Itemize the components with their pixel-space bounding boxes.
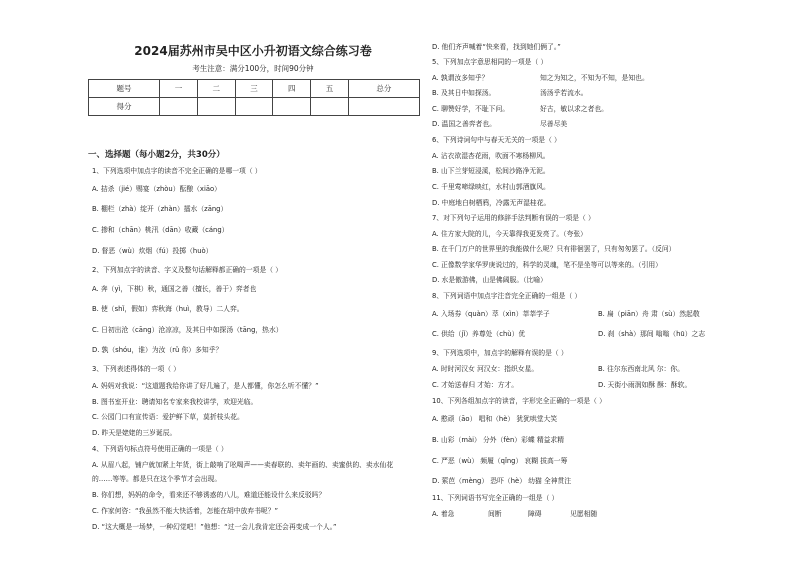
option-pair-text: 知之为知之，不知为不知，是知也。 xyxy=(540,74,649,82)
option-line: D. 萦芭（mèng） 恐吓（hè） 幼猫 全神贯注 xyxy=(432,477,572,485)
score-cell xyxy=(160,98,198,116)
section-heading: 一、选择题（每小题2分，共30分） xyxy=(88,150,225,160)
option-line: A. 孰谓汝多知乎？ xyxy=(432,74,489,82)
option-line: D. “这大概是一场梦，一种幻觉吧！”他想：“过一会儿我肯定还会再变成一个人。” xyxy=(92,523,337,531)
option-line: D. 水是傲游佛，山是佛阔服。（比喻） xyxy=(432,276,547,284)
option-line: A. 拮杀（jié）赐宴（zhòu）酝酿（xiāo） xyxy=(92,185,221,193)
option-line: C. 供给（jǐ）养尊处（chù）优 xyxy=(432,330,526,338)
option-line: B. 山彩（mài） 分外（fèn）彩蝶 精益求精 xyxy=(432,436,565,444)
option-line: A. 着急 xyxy=(432,510,455,518)
score-header-cell: 一 xyxy=(160,80,198,98)
option-line: D. 督恶（wù）炊烟（fú）投掷（huò） xyxy=(92,247,213,255)
option-line: C. 作家何咨：“我虽然不能大快活着，怎能在胡中放弃书呢？” xyxy=(92,507,279,515)
score-cell xyxy=(311,98,349,116)
score-header-cell: 五 xyxy=(311,80,349,98)
option-line: A. 憨顽（āo） 唱和（hè） 犹犹哄堂大笑 xyxy=(432,415,558,423)
option-line: A. 奔（yì，下棋）秋，通国之善（擅长，善于）弈者也 xyxy=(92,285,257,293)
option-line: B. 扁（piān）舟 肃（sù）然起敬 xyxy=(598,310,700,318)
option-line: A. 时时河汉女 河汉女：指织女星。 xyxy=(432,365,539,373)
question-line: 5、下列加点字意思相同的一项是（ ） xyxy=(432,58,548,66)
question-line: 3、下列表述得体的一项（ ） xyxy=(92,365,181,373)
score-cell xyxy=(273,98,311,116)
score-header-cell: 三 xyxy=(235,80,273,98)
option-line: D. 天街小雨润如酥 酥：酥软。 xyxy=(598,381,692,389)
option-line: B. 棚栏（zhà）绽开（zhàn）擂水（zāng） xyxy=(92,205,228,213)
option-pair-text: 好古，敏以求之者也。 xyxy=(540,105,608,113)
option-line: A. 沾衣欲湿杏花雨，吹面不寒杨柳风。 xyxy=(432,152,550,160)
question-line: 1、下列选项中加点字的读音不完全正确的是哪一项（ ） xyxy=(92,167,262,175)
option-line: B. 及其日中如探汤。 xyxy=(432,89,496,97)
option-line: A. 住方家大院的儿，今天靠得我更发亮了。（夸张） xyxy=(432,230,587,238)
option-line: 的……等等。都是只在这个季节才会出现。 xyxy=(92,475,222,483)
option-line: C. 才始送春归 才始：方才。 xyxy=(432,381,518,389)
question-line: 7、对下列句子运用的修辞手法判断有误的一项是（ ） xyxy=(432,214,595,222)
score-row-label: 得分 xyxy=(89,98,160,116)
option-line: D. 温国之善弈者也。 xyxy=(432,120,496,128)
option-line: 见愿相随 xyxy=(570,510,598,518)
question-line: 2、下列加点字的读音、字义及整句话解释都正确的一项是（ ） xyxy=(92,266,282,274)
score-table xyxy=(88,79,420,116)
option-line: B. 你们想，妈妈的命令，看来还不够诱惑的八儿，难道还能设什么来反驳吗？ xyxy=(92,491,326,499)
option-line: 障碍 xyxy=(528,510,542,518)
option-line: A. 入场券（quàn）萃（xìn）莘莘学子 xyxy=(432,310,550,318)
score-cell xyxy=(197,98,235,116)
question-line: 8、下列词语中加点字注音完全正确的一组是（ ） xyxy=(432,292,582,300)
score-cell xyxy=(235,98,273,116)
option-pair-text: 尽善尽美 xyxy=(540,120,568,128)
score-cell xyxy=(348,98,419,116)
question-line: 6、下列诗词句中与春天无关的一项是（ ） xyxy=(432,136,561,144)
option-line: B. 在千门万户的世界里的我能做什么呢？只有徘徊罢了，只有匆匆罢了。（反问） xyxy=(432,245,676,253)
option-line: D. 他们齐声喊着“快来看，找到她们俩了。” xyxy=(432,43,561,51)
option-line: C. 掺和（chān）桃汛（dān）收藏（cáng） xyxy=(92,226,229,234)
page-title: 2024届苏州市吴中区小升初语文综合练习卷 xyxy=(134,44,372,58)
option-line: D. 昨天是姥姥的三岁诞辰。 xyxy=(92,429,177,437)
option-line: 间断 xyxy=(488,510,502,518)
score-header-cell: 题号 xyxy=(89,80,160,98)
option-line: B. 山下兰芽短浸溪，松间沙路净无泥。 xyxy=(432,167,550,175)
question-line: 11、下列词语书写完全正确的一组是（ ） xyxy=(432,494,559,502)
score-header-cell: 四 xyxy=(273,80,311,98)
option-line: C. 公园门口有宣传语：爱护鲜下草，莫折枝头花。 xyxy=(92,413,244,421)
score-header-cell: 总分 xyxy=(348,80,419,98)
score-table-score-row xyxy=(89,98,420,116)
option-line: B. 往尔东西南北风 尔：你。 xyxy=(598,365,684,373)
score-table-header-row xyxy=(89,80,420,98)
option-line: C. 严恶（wù） 频履（qǐng） 哀糊 拔高一筹 xyxy=(432,457,568,465)
option-line: C. 日初出沧（cāng）沧凉凉，及其日中如探汤（tāng，热水） xyxy=(92,326,283,334)
option-line: D. 中庭地白树栖鸦，冷露无声湿桂花。 xyxy=(432,199,551,207)
option-line: C. 千里莺啼绿映红，水村山郭酒旗风。 xyxy=(432,183,550,191)
option-line: D. 孰（shóu，谁）为汝（rǔ 你）多知乎？ xyxy=(92,346,223,354)
option-line: D. 刹（shà）那间 嗡嗡（hū）之志 xyxy=(598,330,706,338)
question-line: 4、下列语句标点符号使用正确的一项是（ ） xyxy=(92,445,228,453)
option-line: C. 聊赞好学，不耻下问。 xyxy=(432,105,510,113)
option-line: C. 正像数学家华罗庚说过的，科学的灵魂，笔不是坐等可以等来的。（引用） xyxy=(432,261,662,269)
option-line: B. 使（shǐ，假如）弈秋海（huì，教导）二人弈。 xyxy=(92,305,244,313)
option-pair-text: 汤汤乎若流水。 xyxy=(540,89,588,97)
exam-notice: 考生注意：满分100分，时间90分钟 xyxy=(192,64,314,73)
question-line: 9、下列选项中，加点字的解释有误的是（ ） xyxy=(432,349,568,357)
option-line: A. 从眉八起，铺户就加紧上年货，街上敲响了吆喝声——卖春联的、卖年画的、卖蜜供的、卖水仙花 xyxy=(92,461,394,469)
option-line: B. 图书室开业：聘请知名专家来我校讲学，欢迎光临。 xyxy=(92,398,258,406)
option-line: A. 妈妈对我说：“这道题我给你讲了好几遍了，是人都懂，你怎么听不懂？” xyxy=(92,382,319,390)
question-line: 10、下列各组加点字的读音，字形完全正确的一项是（ ） xyxy=(432,397,606,405)
score-header-cell: 二 xyxy=(197,80,235,98)
